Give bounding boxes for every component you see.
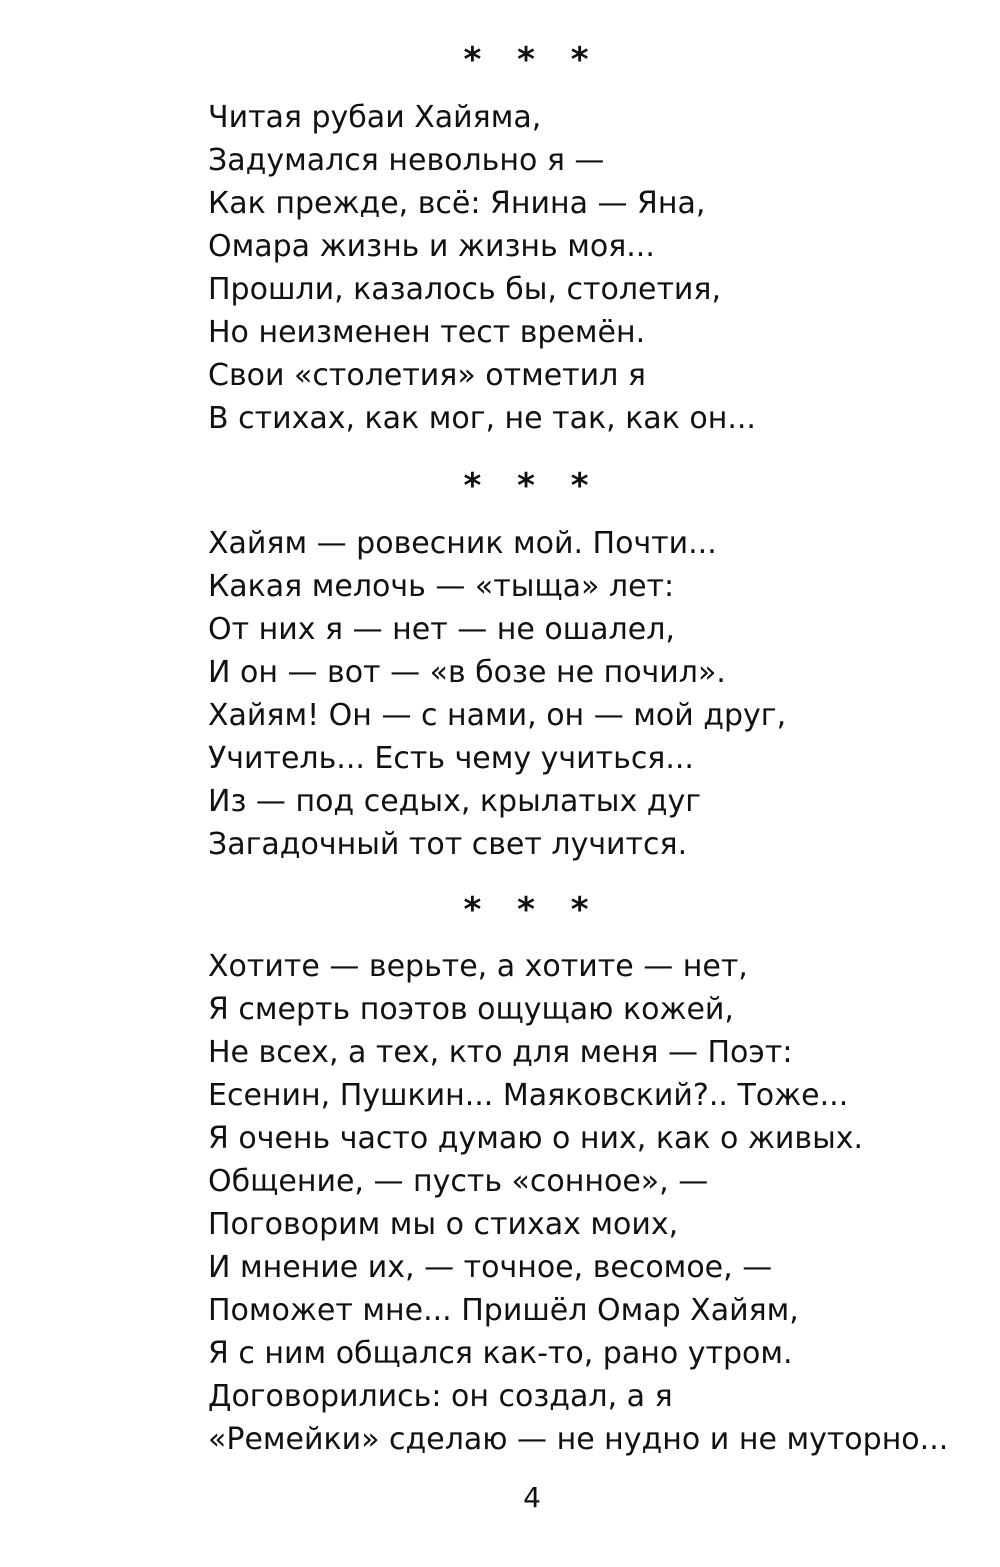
poem-line: Хайям — ровесник мой. Почти... (208, 526, 717, 561)
section-separator: * * * (463, 40, 601, 80)
poem-stanza-1 (208, 96, 968, 440)
poem-line: Свои «столетия» отметил я (208, 358, 646, 393)
poem-line: «Ремейки» сделаю — не нудно и не муторно... (208, 1422, 949, 1457)
poem-line: Есенин, Пушкин... Маяковский?.. Тоже... (208, 1078, 849, 1113)
poem-line: Хотите — верьте, а хотите — нет, (208, 949, 748, 984)
poem-stanza-3 (208, 945, 968, 1461)
poem-line: Загадочный тот свет лучится. (208, 827, 688, 862)
poem-line: Я смерть поэтов ощущаю кожей, (208, 992, 734, 1027)
poem-line: От них я — нет — не ошалел, (208, 612, 675, 647)
poem-line: И он — вот — «в бозе не почил». (208, 655, 726, 690)
poem-line: Задумался невольно я — (208, 143, 605, 178)
poem-line: Общение, — пусть «сонное», — (208, 1164, 709, 1199)
page-number: 4 (523, 1481, 541, 1514)
poem-line: Но неизменен тест времён. (208, 315, 646, 350)
poem-line: Как прежде, всё: Янина — Яна, (208, 186, 706, 221)
poem-line: Не всех, а тех, кто для меня — Поэт: (208, 1035, 793, 1070)
poem-line: Учитель... Есть чему учиться... (208, 741, 694, 776)
poem-line: Я очень часто думаю о них, как о живых. (208, 1121, 864, 1156)
poem-line: Поможет мне... Пришёл Омар Хайям, (208, 1293, 799, 1328)
poem-line: И мнение их, — точное, весомое, — (208, 1250, 773, 1285)
poem-line: Омара жизнь и жизнь моя... (208, 229, 655, 264)
section-separator: * * * (463, 890, 601, 930)
poem-line: Из — под седых, крылатых дуг (208, 784, 702, 819)
poem-line: Хайям! Он — с нами, он — мой друг, (208, 698, 787, 733)
poem-line: Какая мелочь — «тыща» лет: (208, 569, 675, 604)
poem-stanza-2 (208, 522, 968, 866)
section-separator: * * * (463, 466, 601, 506)
poem-line: Прошли, казалось бы, столетия, (208, 272, 722, 307)
poem-line: Поговорим мы о стихах моих, (208, 1207, 679, 1242)
poem-line: Договорились: он создал, а я (208, 1379, 673, 1414)
poem-line: В стихах, как мог, не так, как он... (208, 401, 756, 436)
poem-line: Читая рубаи Хайяма, (208, 100, 542, 135)
poem-line: Я с ним общался как-то, рано утром. (208, 1336, 793, 1371)
